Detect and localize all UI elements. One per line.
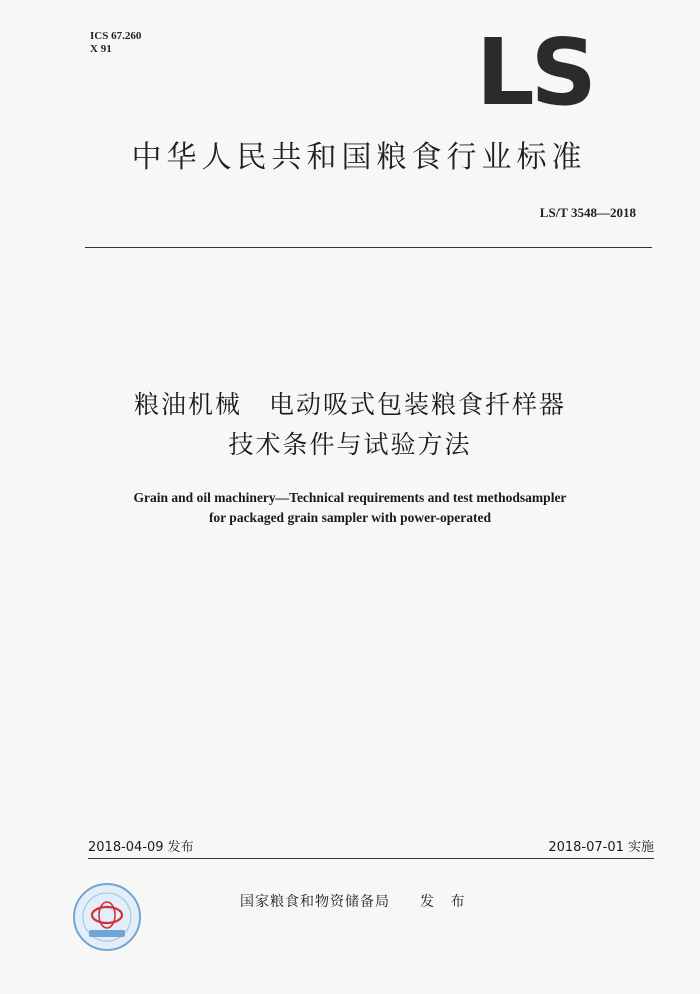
english-title [0, 488, 700, 528]
issued-label: 发 布 [420, 894, 471, 910]
org-title: 中华人民共和国粮食行业标准 [131, 140, 587, 175]
ics-code: ICS 67.260 [90, 30, 142, 42]
english-title-line-1: Grain and oil machinery—Technical requirements and test methodsampler [133, 490, 567, 505]
ls-logo: LS [476, 19, 593, 126]
issuer-line [240, 891, 470, 911]
footer-divider [88, 858, 654, 859]
implement-date: 2018-07-01 实施 [548, 840, 654, 855]
chinese-title [0, 385, 700, 465]
anti-counterfeit-seal-icon [72, 882, 142, 952]
issuer-name: 国家粮食和物资储备局 [240, 894, 390, 910]
classification-block [90, 30, 141, 56]
standard-number: LS/T 3548—2018 [539, 205, 636, 220]
publish-date: 2018-04-09 发布 [88, 840, 194, 855]
chinese-title-line-1: 粮油机械 电动吸式包装粮食扦样器 [133, 390, 566, 419]
header-divider [85, 247, 652, 248]
date-row [88, 836, 654, 856]
english-title-line-2: for packaged grain sampler with power-operated [208, 510, 492, 525]
chinese-title-line-2: 技术条件与试验方法 [228, 430, 472, 459]
class-code: X 91 [90, 43, 112, 55]
